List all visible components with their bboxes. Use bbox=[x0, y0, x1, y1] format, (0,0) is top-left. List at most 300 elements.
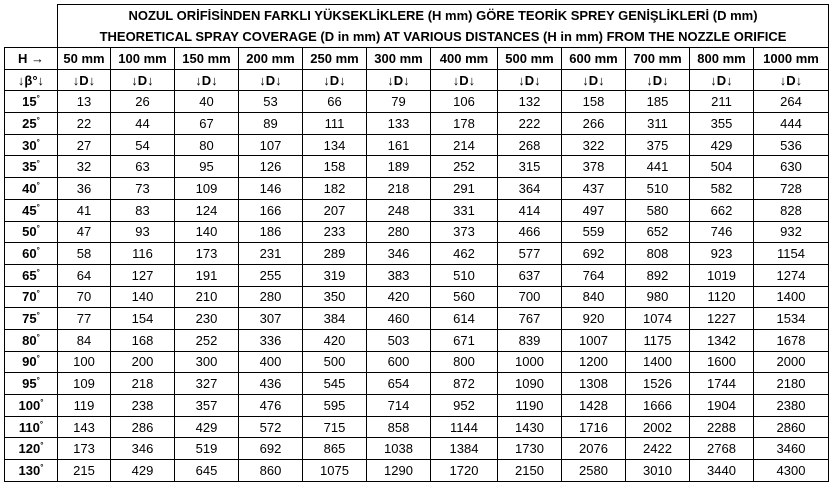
coverage-value-cell: 1000 bbox=[498, 351, 562, 373]
coverage-value-cell: 146 bbox=[239, 178, 303, 200]
distance-header-cell: 1000 mm bbox=[754, 48, 829, 70]
degree-mark: ° bbox=[36, 224, 40, 234]
coverage-value-cell: 1154 bbox=[754, 243, 829, 265]
coverage-value-cell: 375 bbox=[626, 134, 690, 156]
coverage-value-cell: 264 bbox=[754, 91, 829, 113]
coverage-value-cell: 107 bbox=[239, 134, 303, 156]
coverage-value-cell: 132 bbox=[498, 91, 562, 113]
coverage-value-cell: 2380 bbox=[754, 395, 829, 417]
coverage-value-cell: 545 bbox=[303, 373, 367, 395]
coverage-value-cell: 280 bbox=[367, 221, 431, 243]
coverage-value-cell: 166 bbox=[239, 199, 303, 221]
angle-cell bbox=[5, 308, 58, 330]
coverage-value-cell: 858 bbox=[367, 416, 431, 438]
coverage-value-cell: 109 bbox=[175, 178, 239, 200]
distance-header-cell: 800 mm bbox=[690, 48, 754, 70]
coverage-value-cell: 291 bbox=[431, 178, 498, 200]
angle-value: 60 bbox=[22, 246, 37, 262]
angle-cell bbox=[5, 243, 58, 265]
coverage-value-cell: 600 bbox=[367, 351, 431, 373]
coverage-value-cell: 504 bbox=[690, 156, 754, 178]
coverage-value-cell: 580 bbox=[626, 199, 690, 221]
coverage-value-cell: 1007 bbox=[562, 329, 626, 351]
coverage-value-cell: 865 bbox=[303, 438, 367, 460]
coverage-value-cell: 119 bbox=[58, 395, 111, 417]
coverage-value-cell: 1400 bbox=[626, 351, 690, 373]
coverage-value-cell: 327 bbox=[175, 373, 239, 395]
coverage-value-cell: 218 bbox=[111, 373, 175, 395]
coverage-value-cell: 980 bbox=[626, 286, 690, 308]
coverage-value-cell: 54 bbox=[111, 134, 175, 156]
coverage-value-cell: 429 bbox=[690, 134, 754, 156]
angle-cell bbox=[5, 178, 58, 200]
coverage-value-cell: 106 bbox=[431, 91, 498, 113]
d-arrow-cell: ↓D↓ bbox=[175, 69, 239, 91]
distance-header-row bbox=[5, 48, 829, 70]
coverage-value-cell: 662 bbox=[690, 199, 754, 221]
coverage-value-cell: 161 bbox=[367, 134, 431, 156]
coverage-value-cell: 53 bbox=[239, 91, 303, 113]
coverage-value-cell: 231 bbox=[239, 243, 303, 265]
coverage-value-cell: 40 bbox=[175, 91, 239, 113]
d-arrow-cell: ↓D↓ bbox=[58, 69, 111, 91]
table-title bbox=[58, 5, 829, 48]
table-row bbox=[5, 156, 829, 178]
degree-mark: ° bbox=[36, 159, 40, 169]
coverage-value-cell: 654 bbox=[367, 373, 431, 395]
coverage-value-cell: 1744 bbox=[690, 373, 754, 395]
angle-cell bbox=[5, 460, 58, 482]
coverage-value-cell: 715 bbox=[303, 416, 367, 438]
coverage-value-cell: 764 bbox=[562, 264, 626, 286]
d-arrow-cell: ↓D↓ bbox=[498, 69, 562, 91]
coverage-value-cell: 67 bbox=[175, 113, 239, 135]
coverage-value-cell: 462 bbox=[431, 243, 498, 265]
table-row bbox=[5, 264, 829, 286]
table-row bbox=[5, 134, 829, 156]
d-arrow-cell: ↓D↓ bbox=[239, 69, 303, 91]
table-row bbox=[5, 113, 829, 135]
coverage-value-cell: 510 bbox=[626, 178, 690, 200]
coverage-value-cell: 364 bbox=[498, 178, 562, 200]
coverage-value-cell: 384 bbox=[303, 308, 367, 330]
angle-cell bbox=[5, 373, 58, 395]
table-row bbox=[5, 416, 829, 438]
degree-mark: ° bbox=[40, 462, 44, 472]
coverage-value-cell: 872 bbox=[431, 373, 498, 395]
table-row bbox=[5, 329, 829, 351]
coverage-value-cell: 126 bbox=[239, 156, 303, 178]
distance-header-cell: 700 mm bbox=[626, 48, 690, 70]
coverage-value-cell: 840 bbox=[562, 286, 626, 308]
coverage-value-cell: 1019 bbox=[690, 264, 754, 286]
coverage-value-cell: 331 bbox=[431, 199, 498, 221]
distance-header-cell: 400 mm bbox=[431, 48, 498, 70]
angle-cell bbox=[5, 395, 58, 417]
coverage-value-cell: 1716 bbox=[562, 416, 626, 438]
coverage-value-cell: 746 bbox=[690, 221, 754, 243]
table-row bbox=[5, 286, 829, 308]
coverage-value-cell: 83 bbox=[111, 199, 175, 221]
degree-mark: ° bbox=[40, 441, 44, 451]
coverage-value-cell: 215 bbox=[58, 460, 111, 482]
coverage-value-cell: 230 bbox=[175, 308, 239, 330]
coverage-value-cell: 2002 bbox=[626, 416, 690, 438]
coverage-value-cell: 168 bbox=[111, 329, 175, 351]
coverage-value-cell: 95 bbox=[175, 156, 239, 178]
d-arrow-cell: ↓D↓ bbox=[303, 69, 367, 91]
coverage-value-cell: 1075 bbox=[303, 460, 367, 482]
coverage-value-cell: 124 bbox=[175, 199, 239, 221]
degree-mark: ° bbox=[36, 137, 40, 147]
distance-header-cell: 300 mm bbox=[367, 48, 431, 70]
coverage-value-cell: 116 bbox=[111, 243, 175, 265]
degree-mark: ° bbox=[40, 397, 44, 407]
coverage-value-cell: 466 bbox=[498, 221, 562, 243]
coverage-value-cell: 1384 bbox=[431, 438, 498, 460]
coverage-value-cell: 134 bbox=[303, 134, 367, 156]
coverage-value-cell: 1227 bbox=[690, 308, 754, 330]
angle-value: 45 bbox=[22, 202, 37, 218]
coverage-value-cell: 2000 bbox=[754, 351, 829, 373]
h-axis-label: H → bbox=[5, 48, 58, 70]
angle-value: 50 bbox=[22, 224, 37, 240]
coverage-value-cell: 2180 bbox=[754, 373, 829, 395]
coverage-value-cell: 920 bbox=[562, 308, 626, 330]
coverage-value-cell: 70 bbox=[58, 286, 111, 308]
coverage-value-cell: 27 bbox=[58, 134, 111, 156]
coverage-value-cell: 630 bbox=[754, 156, 829, 178]
angle-value: 75 bbox=[22, 311, 37, 327]
coverage-value-cell: 441 bbox=[626, 156, 690, 178]
coverage-value-cell: 932 bbox=[754, 221, 829, 243]
d-arrow-cell: ↓D↓ bbox=[690, 69, 754, 91]
coverage-value-cell: 100 bbox=[58, 351, 111, 373]
coverage-value-cell: 63 bbox=[111, 156, 175, 178]
coverage-value-cell: 572 bbox=[239, 416, 303, 438]
coverage-value-cell: 111 bbox=[303, 113, 367, 135]
table-row bbox=[5, 178, 829, 200]
angle-value: 25 bbox=[22, 115, 37, 131]
angle-value: 35 bbox=[22, 159, 37, 175]
coverage-value-cell: 1430 bbox=[498, 416, 562, 438]
coverage-value-cell: 1730 bbox=[498, 438, 562, 460]
coverage-value-cell: 429 bbox=[175, 416, 239, 438]
spray-coverage-table-container bbox=[4, 4, 829, 482]
coverage-value-cell: 582 bbox=[690, 178, 754, 200]
coverage-value-cell: 728 bbox=[754, 178, 829, 200]
angle-value: 40 bbox=[22, 180, 37, 196]
coverage-value-cell: 214 bbox=[431, 134, 498, 156]
corner-cell bbox=[5, 5, 58, 48]
coverage-value-cell: 178 bbox=[431, 113, 498, 135]
degree-mark: ° bbox=[36, 246, 40, 256]
coverage-value-cell: 1290 bbox=[367, 460, 431, 482]
angle-value: 100 bbox=[18, 397, 41, 413]
coverage-value-cell: 1308 bbox=[562, 373, 626, 395]
coverage-value-cell: 211 bbox=[690, 91, 754, 113]
coverage-value-cell: 36 bbox=[58, 178, 111, 200]
title-line-turkish: NOZUL ORİFİSİNDEN FARKLI YÜKSEKLİKLERE (H mm) GÖRE TEORİK SPREY GENİŞLİKLERİ (D mm) bbox=[128, 8, 758, 23]
coverage-value-cell: 460 bbox=[367, 308, 431, 330]
coverage-value-cell: 182 bbox=[303, 178, 367, 200]
coverage-value-cell: 248 bbox=[367, 199, 431, 221]
coverage-value-cell: 80 bbox=[175, 134, 239, 156]
coverage-value-cell: 109 bbox=[58, 373, 111, 395]
angle-value: 15 bbox=[22, 94, 37, 110]
degree-mark: ° bbox=[36, 267, 40, 277]
d-arrow-cell: ↓D↓ bbox=[562, 69, 626, 91]
angle-value: 30 bbox=[22, 137, 37, 153]
spray-coverage-table bbox=[4, 4, 829, 482]
coverage-value-cell: 692 bbox=[239, 438, 303, 460]
table-row bbox=[5, 438, 829, 460]
coverage-value-cell: 2422 bbox=[626, 438, 690, 460]
degree-mark: ° bbox=[39, 419, 44, 429]
coverage-value-cell: 47 bbox=[58, 221, 111, 243]
coverage-value-cell: 614 bbox=[431, 308, 498, 330]
coverage-value-cell: 671 bbox=[431, 329, 498, 351]
coverage-value-cell: 218 bbox=[367, 178, 431, 200]
angle-cell bbox=[5, 351, 58, 373]
coverage-value-cell: 2288 bbox=[690, 416, 754, 438]
coverage-value-cell: 64 bbox=[58, 264, 111, 286]
degree-mark: ° bbox=[36, 289, 40, 299]
table-row bbox=[5, 395, 829, 417]
coverage-value-cell: 645 bbox=[175, 460, 239, 482]
table-row bbox=[5, 243, 829, 265]
coverage-value-cell: 2860 bbox=[754, 416, 829, 438]
coverage-value-cell: 268 bbox=[498, 134, 562, 156]
coverage-value-cell: 420 bbox=[367, 286, 431, 308]
angle-cell bbox=[5, 329, 58, 351]
distance-header-cell: 500 mm bbox=[498, 48, 562, 70]
coverage-value-cell: 3460 bbox=[754, 438, 829, 460]
coverage-value-cell: 1274 bbox=[754, 264, 829, 286]
coverage-value-cell: 1090 bbox=[498, 373, 562, 395]
coverage-value-cell: 319 bbox=[303, 264, 367, 286]
coverage-value-cell: 692 bbox=[562, 243, 626, 265]
angle-cell bbox=[5, 91, 58, 113]
coverage-value-cell: 536 bbox=[754, 134, 829, 156]
coverage-value-cell: 800 bbox=[431, 351, 498, 373]
degree-mark: ° bbox=[36, 311, 40, 321]
angle-value: 95 bbox=[22, 376, 37, 392]
distance-header-cell: 250 mm bbox=[303, 48, 367, 70]
table-row bbox=[5, 91, 829, 113]
coverage-value-cell: 252 bbox=[431, 156, 498, 178]
coverage-value-cell: 3010 bbox=[626, 460, 690, 482]
table-row bbox=[5, 308, 829, 330]
coverage-value-cell: 200 bbox=[111, 351, 175, 373]
coverage-value-cell: 923 bbox=[690, 243, 754, 265]
coverage-value-cell: 577 bbox=[498, 243, 562, 265]
coverage-value-cell: 767 bbox=[498, 308, 562, 330]
coverage-value-cell: 500 bbox=[303, 351, 367, 373]
coverage-value-cell: 2768 bbox=[690, 438, 754, 460]
coverage-value-cell: 238 bbox=[111, 395, 175, 417]
coverage-value-cell: 22 bbox=[58, 113, 111, 135]
d-arrow-cell: ↓D↓ bbox=[367, 69, 431, 91]
d-arrow-cell: ↓D↓ bbox=[431, 69, 498, 91]
coverage-value-cell: 595 bbox=[303, 395, 367, 417]
coverage-value-cell: 1666 bbox=[626, 395, 690, 417]
table-row bbox=[5, 460, 829, 482]
distance-header-cell: 50 mm bbox=[58, 48, 111, 70]
coverage-value-cell: 3440 bbox=[690, 460, 754, 482]
coverage-value-cell: 1144 bbox=[431, 416, 498, 438]
coverage-value-cell: 1190 bbox=[498, 395, 562, 417]
coverage-value-cell: 714 bbox=[367, 395, 431, 417]
coverage-value-cell: 436 bbox=[239, 373, 303, 395]
angle-value: 120 bbox=[18, 441, 41, 457]
coverage-value-cell: 952 bbox=[431, 395, 498, 417]
coverage-value-cell: 2076 bbox=[562, 438, 626, 460]
coverage-value-cell: 355 bbox=[690, 113, 754, 135]
coverage-value-cell: 808 bbox=[626, 243, 690, 265]
distance-header-cell: 200 mm bbox=[239, 48, 303, 70]
angle-cell bbox=[5, 286, 58, 308]
coverage-value-cell: 1175 bbox=[626, 329, 690, 351]
coverage-value-cell: 2150 bbox=[498, 460, 562, 482]
angle-cell bbox=[5, 438, 58, 460]
degree-mark: ° bbox=[36, 115, 40, 125]
angle-value: 110 bbox=[18, 419, 40, 435]
coverage-value-cell: 476 bbox=[239, 395, 303, 417]
coverage-value-cell: 127 bbox=[111, 264, 175, 286]
coverage-value-cell: 73 bbox=[111, 178, 175, 200]
coverage-value-cell: 173 bbox=[175, 243, 239, 265]
coverage-value-cell: 2580 bbox=[562, 460, 626, 482]
angle-cell bbox=[5, 199, 58, 221]
coverage-value-cell: 1526 bbox=[626, 373, 690, 395]
coverage-value-cell: 414 bbox=[498, 199, 562, 221]
d-arrow-cell: ↓D↓ bbox=[111, 69, 175, 91]
coverage-value-cell: 140 bbox=[175, 221, 239, 243]
coverage-value-cell: 1720 bbox=[431, 460, 498, 482]
coverage-value-cell: 58 bbox=[58, 243, 111, 265]
angle-value: 80 bbox=[22, 332, 37, 348]
coverage-value-cell: 1428 bbox=[562, 395, 626, 417]
coverage-value-cell: 44 bbox=[111, 113, 175, 135]
coverage-value-cell: 1200 bbox=[562, 351, 626, 373]
coverage-value-cell: 140 bbox=[111, 286, 175, 308]
coverage-value-cell: 77 bbox=[58, 308, 111, 330]
coverage-value-cell: 373 bbox=[431, 221, 498, 243]
coverage-value-cell: 210 bbox=[175, 286, 239, 308]
coverage-value-cell: 383 bbox=[367, 264, 431, 286]
coverage-value-cell: 26 bbox=[111, 91, 175, 113]
coverage-value-cell: 1600 bbox=[690, 351, 754, 373]
coverage-value-cell: 32 bbox=[58, 156, 111, 178]
coverage-value-cell: 637 bbox=[498, 264, 562, 286]
coverage-value-cell: 158 bbox=[303, 156, 367, 178]
coverage-value-cell: 892 bbox=[626, 264, 690, 286]
coverage-value-cell: 266 bbox=[562, 113, 626, 135]
table-row bbox=[5, 199, 829, 221]
coverage-value-cell: 497 bbox=[562, 199, 626, 221]
coverage-value-cell: 652 bbox=[626, 221, 690, 243]
angle-cell bbox=[5, 221, 58, 243]
coverage-value-cell: 1534 bbox=[754, 308, 829, 330]
angle-value: 90 bbox=[22, 354, 37, 370]
coverage-value-cell: 154 bbox=[111, 308, 175, 330]
coverage-value-cell: 173 bbox=[58, 438, 111, 460]
coverage-value-cell: 700 bbox=[498, 286, 562, 308]
coverage-value-cell: 307 bbox=[239, 308, 303, 330]
distance-header-cell: 150 mm bbox=[175, 48, 239, 70]
table-row bbox=[5, 221, 829, 243]
coverage-value-cell: 510 bbox=[431, 264, 498, 286]
coverage-value-cell: 158 bbox=[562, 91, 626, 113]
coverage-value-cell: 93 bbox=[111, 221, 175, 243]
coverage-value-cell: 1074 bbox=[626, 308, 690, 330]
table-row bbox=[5, 351, 829, 373]
d-arrow-cell: ↓D↓ bbox=[754, 69, 829, 91]
angle-cell bbox=[5, 113, 58, 135]
angle-value: 65 bbox=[22, 267, 37, 283]
coverage-value-cell: 1904 bbox=[690, 395, 754, 417]
coverage-value-cell: 4300 bbox=[754, 460, 829, 482]
angle-value: 130 bbox=[18, 462, 41, 478]
degree-mark: ° bbox=[36, 332, 40, 342]
angle-cell bbox=[5, 134, 58, 156]
arrow-header-row bbox=[5, 69, 829, 91]
angle-value: 70 bbox=[22, 289, 37, 305]
coverage-value-cell: 185 bbox=[626, 91, 690, 113]
angle-cell bbox=[5, 264, 58, 286]
coverage-value-cell: 378 bbox=[562, 156, 626, 178]
table-row bbox=[5, 373, 829, 395]
degree-mark: ° bbox=[36, 376, 40, 386]
coverage-value-cell: 1400 bbox=[754, 286, 829, 308]
degree-mark: ° bbox=[36, 354, 40, 364]
coverage-value-cell: 860 bbox=[239, 460, 303, 482]
coverage-value-cell: 191 bbox=[175, 264, 239, 286]
coverage-value-cell: 233 bbox=[303, 221, 367, 243]
coverage-value-cell: 336 bbox=[239, 329, 303, 351]
coverage-value-cell: 828 bbox=[754, 199, 829, 221]
coverage-value-cell: 143 bbox=[58, 416, 111, 438]
coverage-value-cell: 560 bbox=[431, 286, 498, 308]
coverage-value-cell: 559 bbox=[562, 221, 626, 243]
distance-header-cell: 600 mm bbox=[562, 48, 626, 70]
angle-cell bbox=[5, 156, 58, 178]
d-arrow-cell: ↓D↓ bbox=[626, 69, 690, 91]
title-line-english: THEORETICAL SPRAY COVERAGE (D in mm) AT VARIOUS DISTANCES (H in mm) FROM THE NOZZLE ORIFICE bbox=[99, 29, 787, 44]
coverage-value-cell: 400 bbox=[239, 351, 303, 373]
coverage-value-cell: 186 bbox=[239, 221, 303, 243]
coverage-value-cell: 79 bbox=[367, 91, 431, 113]
angle-cell bbox=[5, 416, 58, 438]
coverage-value-cell: 357 bbox=[175, 395, 239, 417]
coverage-value-cell: 437 bbox=[562, 178, 626, 200]
coverage-value-cell: 255 bbox=[239, 264, 303, 286]
coverage-value-cell: 133 bbox=[367, 113, 431, 135]
coverage-value-cell: 252 bbox=[175, 329, 239, 351]
degree-mark: ° bbox=[36, 180, 40, 190]
coverage-value-cell: 1038 bbox=[367, 438, 431, 460]
coverage-value-cell: 346 bbox=[111, 438, 175, 460]
coverage-value-cell: 84 bbox=[58, 329, 111, 351]
coverage-value-cell: 222 bbox=[498, 113, 562, 135]
coverage-value-cell: 1120 bbox=[690, 286, 754, 308]
coverage-value-cell: 519 bbox=[175, 438, 239, 460]
coverage-value-cell: 315 bbox=[498, 156, 562, 178]
coverage-value-cell: 41 bbox=[58, 199, 111, 221]
coverage-value-cell: 13 bbox=[58, 91, 111, 113]
coverage-value-cell: 350 bbox=[303, 286, 367, 308]
